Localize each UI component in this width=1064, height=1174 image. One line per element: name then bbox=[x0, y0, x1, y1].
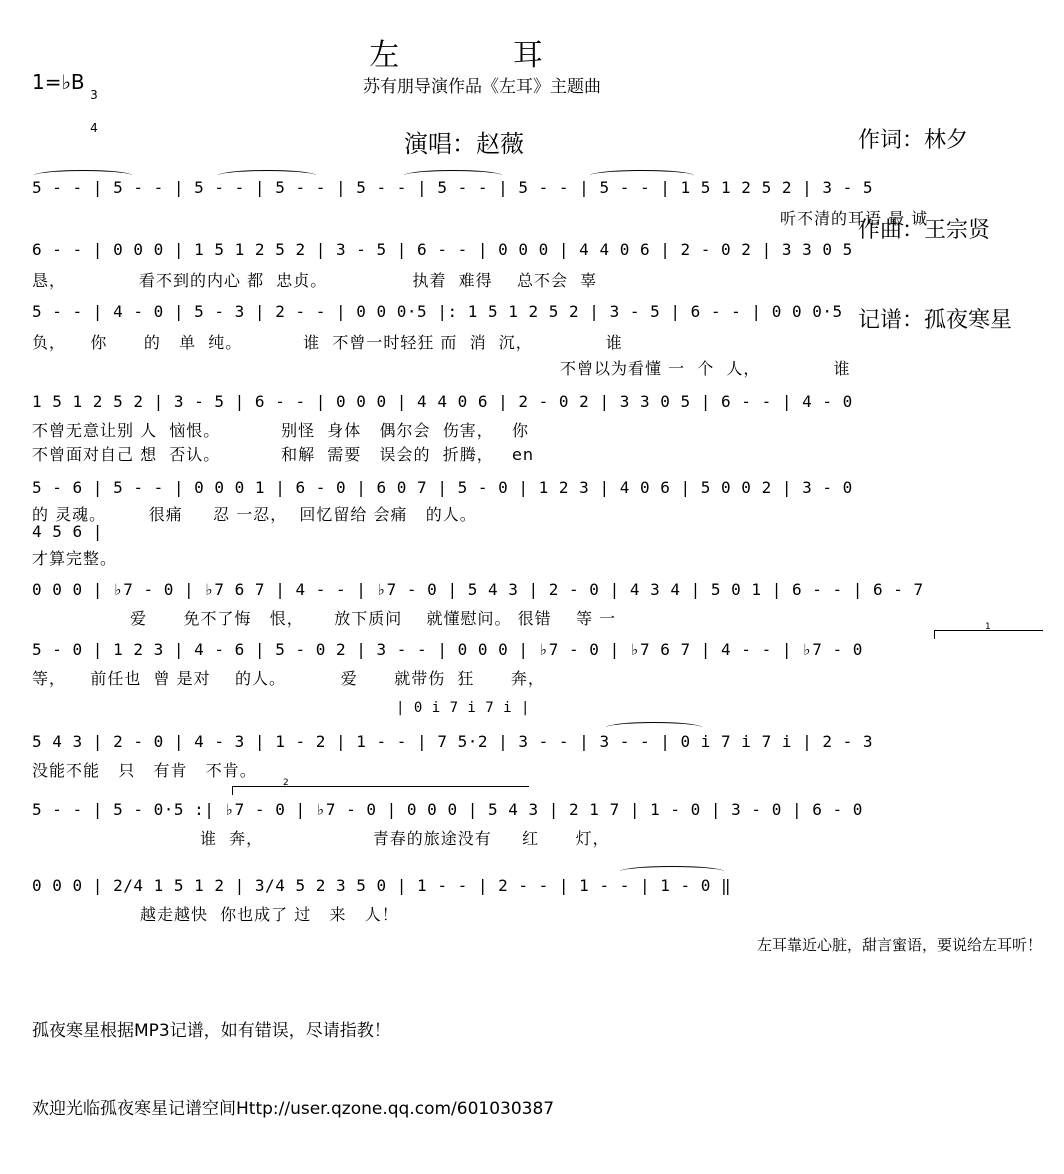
volta-1-number: 1 bbox=[985, 622, 991, 632]
transcription-note: 孤夜寒星根据MP3记谱，如有错误，尽请指教！ bbox=[32, 1021, 391, 1041]
notation-row-5-extra: 4 5 6 | bbox=[32, 522, 103, 541]
notation-row-10: 0 0 0 | 2/4 1 5 1 2 | 3/4 5 2 3 5 0 | 1 - - | 2 - - | 1 - - | 1 - 0 ‖ bbox=[32, 876, 732, 895]
subtitle: 苏有朋导演作品《左耳》主题曲 bbox=[363, 77, 601, 97]
lyrics-row-8: 没能不能 只 有肯 不肯。 bbox=[32, 761, 257, 780]
transcriber: 记谱：孤夜寒星 bbox=[858, 308, 1013, 333]
lyrics-row-10: 越走越快 你也成了 过 来 人！ bbox=[140, 905, 399, 924]
tie-mark bbox=[218, 170, 316, 181]
notation-row-6: 0 0 0 | ♭7 - 0 | ♭7 6 7 | 4 - - | ♭7 - 0 | 5 4 3 | 2 - 0 | 4 3 4 | 5 0 1 | 6 - - | 6 - 7 bbox=[32, 580, 924, 599]
notation-row-8: 5 4 3 | 2 - 0 | 4 - 3 | 1 - 2 | 1 - - | 7 5·2 | 3 - - | 3 - - | 0 i 7 i 7 i | 2 - 3 bbox=[32, 732, 874, 751]
lyrics-row-6: 爱 免不了悔 恨， 放下质问 就懂慰问。 很错 等 一 bbox=[130, 609, 617, 628]
composer: 作曲：王宗贤 bbox=[858, 218, 991, 243]
footer-slogan: 左耳靠近心脏，甜言蜜语，要说给左耳听！ bbox=[756, 936, 1042, 954]
notation-row-7: 5 - 0 | 1 2 3 | 4 - 6 | 5 - 0 2 | 3 - - | 0 0 0 | ♭7 - 0 | ♭7 6 7 | 4 - - | ♭7 - 0 bbox=[32, 640, 863, 659]
lyrics-row-1: 听不清的耳语 最 诚 bbox=[780, 209, 929, 228]
notation-row-5: 5 - 6 | 5 - - | 0 0 0 1 | 6 - 0 | 6 0 7 | 5 - 0 | 1 2 3 | 4 0 6 | 5 0 0 2 | 3 - 0 bbox=[32, 478, 853, 497]
volta-2-number: 2 bbox=[283, 778, 289, 788]
lyrics-row-7: 等， 前任也 曾 是对 的人。 爱 就带伤 狂 奔， bbox=[32, 669, 545, 688]
lyrics-row-9: 谁 奔， 青春的旅途没有 红 灯， bbox=[200, 829, 610, 848]
lyricist: 作词：林夕 bbox=[858, 128, 969, 153]
lyrics-row-3a: 负， 你 的 单 纯。 谁 不曾一时轻狂 而 消 沉， 谁 bbox=[32, 333, 623, 352]
lyrics-row-3b: 不曾以为看懂 一 个 人， 谁 bbox=[560, 359, 851, 378]
website-note: 欢迎光临孤夜寒星记谱空间Http://user.qzone.qq.com/601030387 bbox=[32, 1099, 555, 1119]
notation-row-9: 5 - - | 5 - 0·5 :| ♭7 - 0 | ♭7 - 0 | 0 0 0 | 5 4 3 | 2 1 7 | 1 - 0 | 3 - 0 | 6 - 0 bbox=[32, 800, 863, 819]
song-title: 左 耳 bbox=[369, 38, 595, 73]
singer: 演唱：赵薇 bbox=[404, 130, 524, 158]
volta-1-bracket bbox=[934, 622, 1043, 639]
volta-2-bracket bbox=[232, 778, 529, 795]
credits bbox=[858, 66, 1012, 396]
tie-mark bbox=[590, 170, 694, 181]
tie-mark bbox=[34, 170, 132, 181]
ornament-notation: | 0 i 7 i 7 i | bbox=[396, 700, 530, 716]
lyrics-row-4a: 不曾无意让别 人 恼恨。 别怪 身体 偶尔会 伤害， 你 bbox=[32, 421, 529, 440]
notation-row-2: 6 - - | 0 0 0 | 1 5 1 2 5 2 | 3 - 5 | 6 - - | 0 0 0 | 4 4 0 6 | 2 - 0 2 | 3 3 0 5 bbox=[32, 240, 853, 259]
lyrics-row-5-extra: 才算完整。 bbox=[32, 549, 118, 568]
tie-mark bbox=[404, 170, 502, 181]
notation-row-3: 5 - - | 4 - 0 | 5 - 3 | 2 - - | 0 0 0·5 |: 1 5 1 2 5 2 | 3 - 5 | 6 - - | 0 0 0·5 bbox=[32, 302, 843, 321]
meter-bottom: 4 bbox=[90, 121, 98, 135]
footer-notes bbox=[32, 966, 554, 1174]
lyrics-row-4b: 不曾面对自己 想 否认。 和解 需要 误会的 折腾， en bbox=[32, 445, 534, 464]
notation-row-1: 5 - - | 5 - - | 5 - - | 5 - - | 5 - - | 5 - - | 5 - - | 5 - - | 1 5 1 2 5 2 | 3 - 5 bbox=[32, 178, 874, 197]
lyrics-row-2: 恳， 看不到的内心 都 忠贞。 执着 难得 总不会 辜 bbox=[32, 271, 598, 290]
meter-top: 3 bbox=[90, 88, 98, 102]
lyrics-row-5: 的 灵魂。 很痛 忍 一忍， 回忆留给 会痛 的人。 bbox=[32, 505, 477, 524]
key-signature: 1=♭B bbox=[32, 70, 85, 94]
notation-row-4: 1 5 1 2 5 2 | 3 - 5 | 6 - - | 0 0 0 | 4 4 0 6 | 2 - 0 2 | 3 3 0 5 | 6 - - | 4 - 0 bbox=[32, 392, 853, 411]
